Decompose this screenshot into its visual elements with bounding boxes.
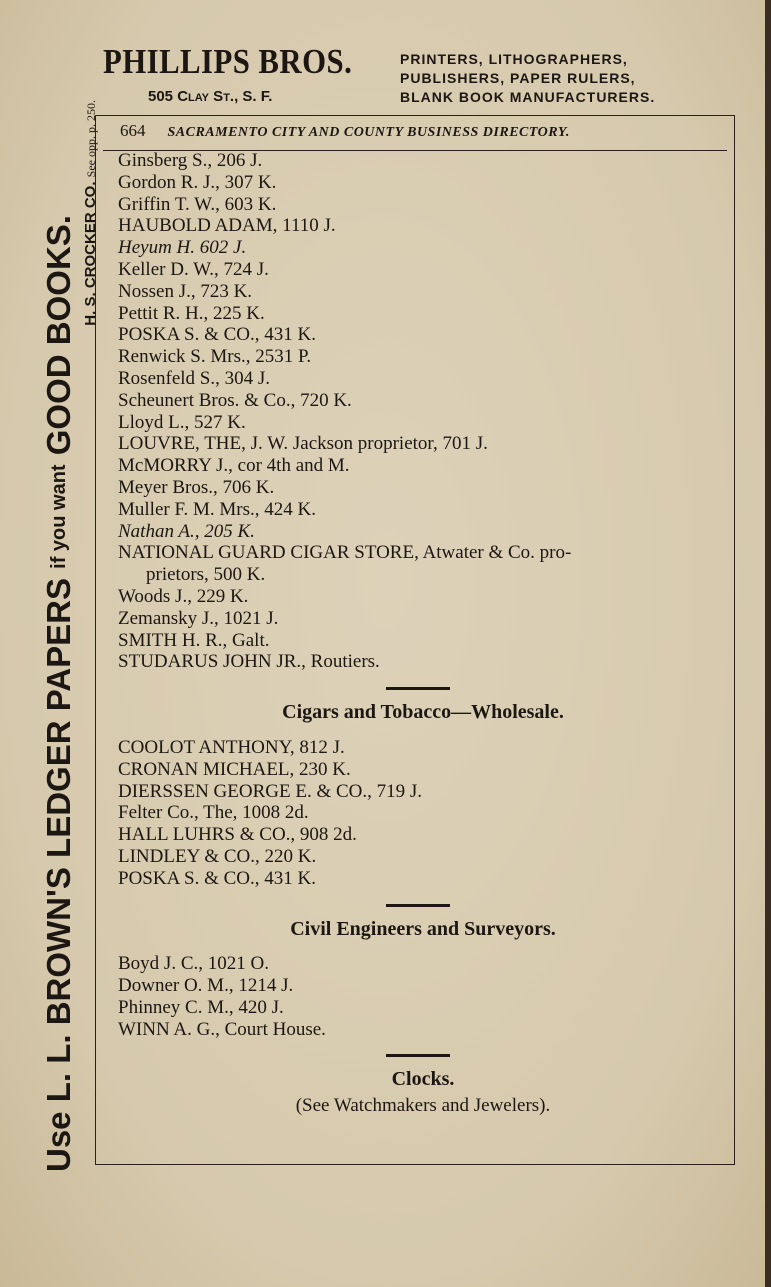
side-advert-if-you-want: if you want (48, 464, 70, 569)
directory-content (118, 150, 728, 1117)
running-head-title: SACRAMENTO CITY AND COUNTY BUSINESS DIRECTORY. (167, 125, 570, 140)
advert-trades (400, 50, 655, 107)
directory-entry: Griffin T. W., 603 K. (118, 193, 277, 215)
directory-entry: Rosenfeld S., 304 J. (118, 367, 270, 389)
directory-entry: Pettit R. H., 225 K. (118, 302, 265, 324)
directory-entry: prietors, 500 K. (146, 564, 266, 586)
directory-entry: Lloyd L., 527 K. (118, 411, 246, 433)
section-civil-engineers (118, 953, 728, 1040)
side-advert-main (40, 62, 78, 1172)
section-heading: Clocks. (391, 1068, 455, 1091)
directory-entry: Zemansky J., 1021 J. (118, 607, 279, 629)
side-advert-see-page: See opp. p. 250. (84, 100, 98, 178)
directory-entry: Keller D. W., 724 J. (118, 258, 269, 280)
directory-entry: Downer O. M., 1214 J. (118, 975, 294, 997)
directory-entry: Phinney C. M., 420 J. (118, 996, 284, 1018)
directory-entry: LINDLEY & CO., 220 K. (118, 845, 317, 867)
directory-entry: Muller F. M. Mrs., 424 K. (118, 498, 316, 520)
directory-entry: Boyd J. C., 1021 O. (118, 953, 269, 975)
section-divider (386, 1054, 450, 1057)
page-number: 664 (120, 121, 146, 140)
directory-entry: Renwick S. Mrs., 2531 P. (118, 346, 312, 368)
directory-entry: POSKA S. & CO., 431 K. (118, 324, 316, 346)
directory-entry: Nathan A., 205 K. (118, 520, 255, 542)
section-divider (386, 687, 450, 690)
side-advert-good-books: GOOD BOOKS. (40, 215, 77, 456)
page-edge (765, 0, 771, 1287)
section-heading: Cigars and Tobacco—Wholesale. (282, 701, 564, 724)
section-tobacco-retail (118, 150, 728, 673)
running-head (120, 121, 570, 141)
directory-entry: HALL LUHRS & CO., 908 2d. (118, 824, 357, 846)
advert-trade-line: BLANK BOOK MANUFACTURERS. (400, 89, 656, 105)
section-heading: Civil Engineers and Surveyors. (290, 917, 556, 940)
section-divider (386, 904, 450, 907)
section-tobacco-wholesale (118, 737, 728, 890)
directory-entry: WINN A. G., Court House. (118, 1018, 326, 1040)
directory-entry: Nossen J., 723 K. (118, 280, 253, 302)
directory-entry: Heyum H. 602 J. (118, 237, 247, 259)
directory-entry: LOUVRE, THE, J. W. Jackson proprietor, 701 J. (118, 433, 488, 455)
advert-firm-name: PHILLIPS BROS. (103, 42, 353, 81)
directory-entry: POSKA S. & CO., 431 K. (118, 867, 316, 889)
directory-entry: Woods J., 229 K. (118, 585, 249, 607)
directory-entry: CRONAN MICHAEL, 230 K. (118, 758, 351, 780)
directory-entry: Scheunert Bros. & Co., 720 K. (118, 389, 352, 411)
directory-entry: DIERSSEN GEORGE E. & CO., 719 J. (118, 780, 423, 802)
directory-entry: COOLOT ANTHONY, 812 J. (118, 736, 345, 758)
directory-entry: McMORRY J., cor 4th and M. (118, 455, 350, 477)
directory-entry: STUDARUS JOHN JR., Routiers. (118, 651, 380, 673)
advert-address: 505 Clay St., S. F. (148, 88, 273, 105)
side-advert-crocker: H. S. CROCKER CO. (82, 181, 99, 326)
directory-entry: NATIONAL GUARD CIGAR STORE, Atwater & Co. pro- (118, 542, 572, 564)
directory-entry: SMITH H. R., Galt. (118, 629, 270, 651)
directory-entry: HAUBOLD ADAM, 1110 J. (118, 215, 336, 237)
directory-entry: Ginsberg S., 206 J. (118, 150, 263, 171)
side-advert-ledger: Use L. L. BROWN'S LEDGER PAPERS (40, 578, 77, 1172)
advert-trade-line: PUBLISHERS, PAPER RULERS, (400, 70, 636, 86)
advert-trade-line: PRINTERS, LITHOGRAPHERS, (400, 51, 628, 67)
directory-entry: Meyer Bros., 706 K. (118, 476, 275, 498)
directory-entry: Felter Co., The, 1008 2d. (118, 802, 309, 824)
directory-entry: Gordon R. J., 307 K. (118, 171, 277, 193)
cross-reference-note: (See Watchmakers and Jewelers). (295, 1095, 551, 1117)
